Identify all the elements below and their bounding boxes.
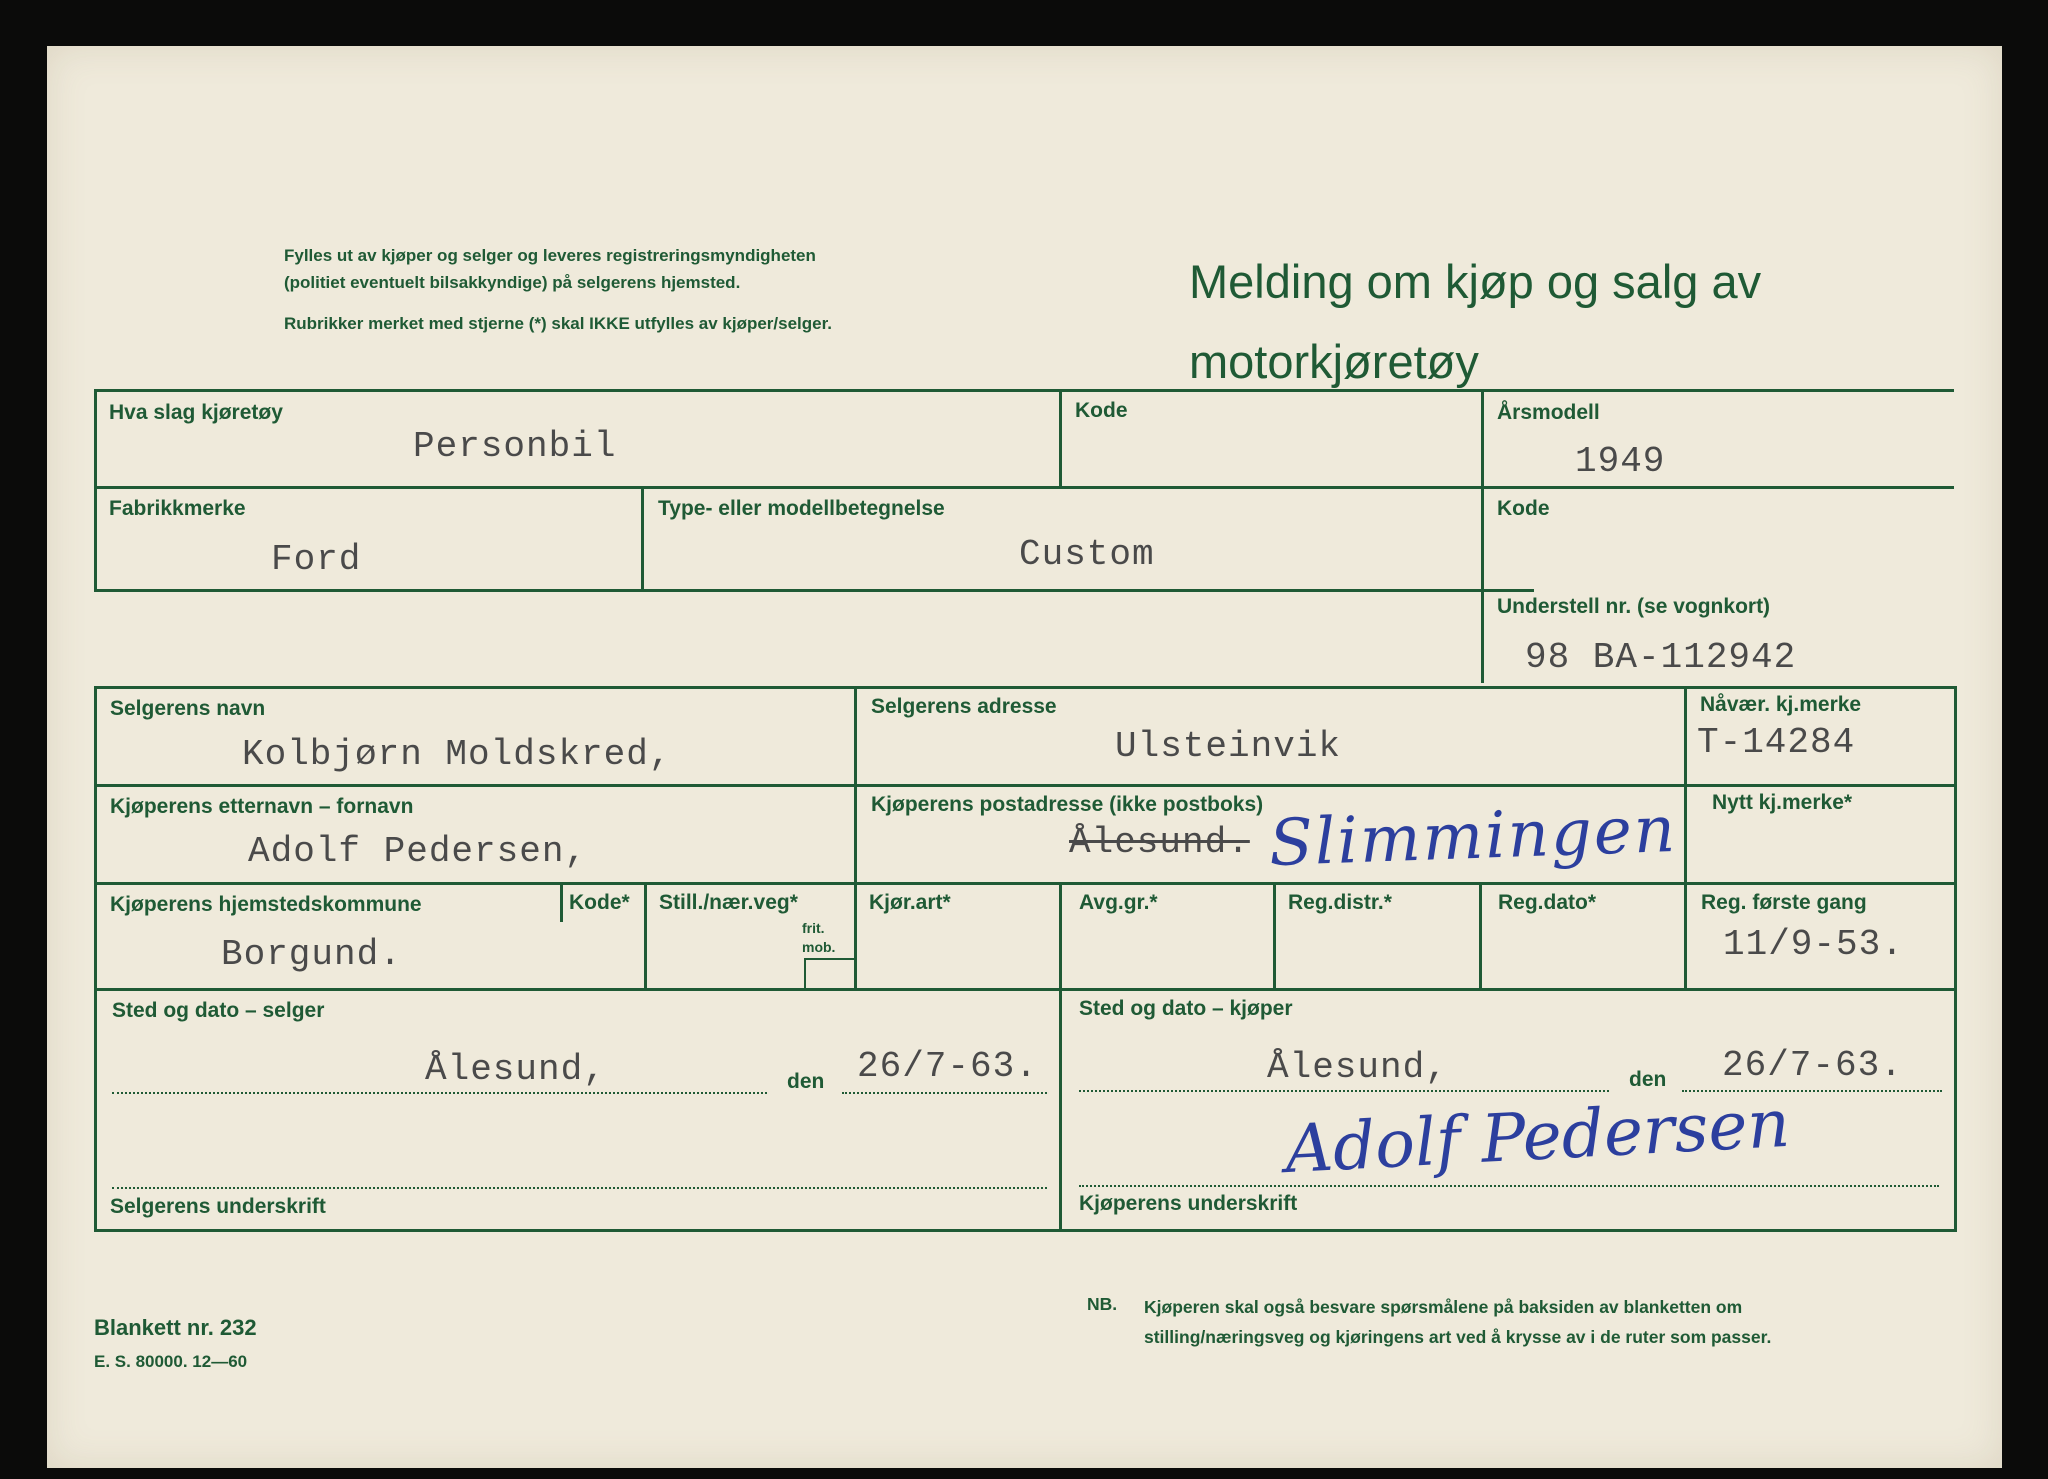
- label-den-seller: den: [787, 1070, 825, 1093]
- label-current-plate: Nåvær. kj.merke: [1700, 693, 1862, 716]
- value-current-plate: T-14284: [1697, 722, 1856, 763]
- rule: [1954, 686, 1957, 1232]
- nb-label: NB.: [1087, 1294, 1118, 1314]
- rule: [1059, 389, 1062, 487]
- rule: [94, 389, 97, 592]
- label-tax-group: Avg.gr.*: [1079, 891, 1158, 914]
- label-buyer-municipality: Kjøperens hjemstedskommune: [110, 893, 422, 916]
- buyer-signature-handwriting: Adolf Pedersen: [1283, 1084, 1792, 1189]
- rule: [644, 882, 647, 988]
- label-code2: Kode: [1497, 497, 1550, 520]
- rule: [854, 686, 857, 886]
- value-buyer-municipality: Borgund.: [221, 934, 402, 975]
- value-buyer-date: 26/7-63.: [1722, 1045, 1903, 1086]
- form-number: Blankett nr. 232: [94, 1315, 257, 1340]
- label-place-date-buyer: Sted og dato – kjøper: [1079, 997, 1293, 1020]
- label-first-reg: Reg. første gang: [1701, 891, 1867, 914]
- dotted-line: [112, 1187, 1047, 1189]
- nb-text: Kjøperen skal også besvare spørsmålene på baksiden av blanketten om stilling/næringsveg og kjøringens art ved å krysse av i de ruter som passer.: [1144, 1297, 1772, 1347]
- rule: [804, 958, 806, 988]
- rule: [854, 882, 857, 988]
- label-buyer-signature: Kjøperens underskrift: [1079, 1192, 1298, 1215]
- rule: [94, 486, 1954, 489]
- instructions-line1: Fylles ut av kjøper og selger og leveres registreringsmyndigheten (politiet eventuelt bilsakkyndige) på selgerens hjemsted.: [284, 246, 816, 292]
- form-paper: [47, 46, 2002, 1468]
- dotted-line: [112, 1092, 767, 1094]
- label-buyer-name: Kjøperens etternavn – fornavn: [110, 795, 414, 818]
- form-title: [1189, 242, 1761, 402]
- value-make: Ford: [271, 539, 362, 580]
- instructions: [284, 242, 860, 351]
- label-reg-date: Reg.dato*: [1498, 891, 1597, 914]
- label-model: Type- eller modellbetegnelse: [658, 497, 945, 520]
- value-buyer-address: Ålesund.: [1069, 822, 1250, 863]
- rule: [1684, 686, 1687, 988]
- rule: [94, 389, 1954, 392]
- label-place-date-seller: Sted og dato – selger: [112, 999, 325, 1022]
- label-frit: frit.: [802, 920, 825, 936]
- rule: [804, 958, 854, 960]
- label-model-year: Årsmodell: [1497, 401, 1600, 424]
- rule: [1273, 882, 1276, 988]
- rule: [641, 486, 644, 592]
- instructions-line2: Rubrikker merket med stjerne (*) skal IKKE utfylles av kjøper/selger.: [284, 314, 833, 333]
- label-mob: mob.: [802, 939, 836, 955]
- rule: [94, 784, 1957, 787]
- rule: [94, 686, 1957, 689]
- label-make: Fabrikkmerke: [109, 497, 246, 520]
- label-seller-name: Selgerens navn: [110, 697, 266, 720]
- label-vehicle-type: Hva slag kjøretøy: [109, 401, 283, 424]
- label-buyer-address: Kjøperens postadresse (ikke postboks): [871, 793, 1264, 816]
- dotted-line: [842, 1092, 1047, 1094]
- value-model-year: 1949: [1575, 441, 1666, 482]
- rule: [94, 882, 1957, 885]
- form-title-line1: Melding om kjøp og salg av: [1189, 255, 1762, 308]
- value-chassis: 98 BA-112942: [1525, 637, 1797, 678]
- rule: [1479, 882, 1482, 988]
- rule: [94, 686, 97, 1232]
- label-chassis: Understell nr. (se vognkort): [1497, 595, 1771, 618]
- label-kode-star: Kode*: [569, 891, 630, 914]
- value-vehicle-type: Personbil: [413, 426, 617, 467]
- value-seller-address: Ulsteinvik: [1115, 726, 1342, 767]
- value-seller-date: 26/7-63.: [857, 1046, 1038, 1087]
- rule: [94, 589, 1534, 592]
- dotted-line: [1079, 1185, 1939, 1187]
- label-seller-signature: Selgerens underskrift: [110, 1195, 326, 1218]
- value-buyer-place: Ålesund,: [1267, 1047, 1448, 1088]
- value-seller-place: Ålesund,: [425, 1049, 606, 1090]
- label-new-plate: Nytt kj.merke*: [1712, 791, 1853, 814]
- dotted-line: [1079, 1090, 1609, 1092]
- print-code: E. S. 80000. 12—60: [94, 1352, 248, 1371]
- value-model: Custom: [1019, 534, 1155, 575]
- rule: [1059, 882, 1062, 988]
- rule: [94, 988, 1957, 991]
- rule: [1059, 988, 1062, 1231]
- form-title-line2: motorkjøretøy: [1189, 335, 1479, 388]
- label-den-buyer: den: [1629, 1068, 1667, 1091]
- value-first-reg: 11/9-53.: [1723, 924, 1904, 965]
- value-seller-name: Kolbjørn Moldskred,: [242, 734, 672, 775]
- handwritten-address-note: Slimmingen: [1267, 792, 1679, 882]
- label-occupation: Still./nær.veg*: [659, 891, 798, 914]
- value-buyer-name: Adolf Pedersen,: [248, 831, 588, 872]
- rule: [94, 1229, 1957, 1232]
- rule: [560, 882, 563, 922]
- rule: [1481, 389, 1484, 683]
- label-seller-address: Selgerens adresse: [871, 695, 1057, 718]
- label-driving-type: Kjør.art*: [869, 891, 951, 914]
- label-code: Kode: [1075, 399, 1128, 422]
- label-reg-district: Reg.distr.*: [1288, 891, 1392, 914]
